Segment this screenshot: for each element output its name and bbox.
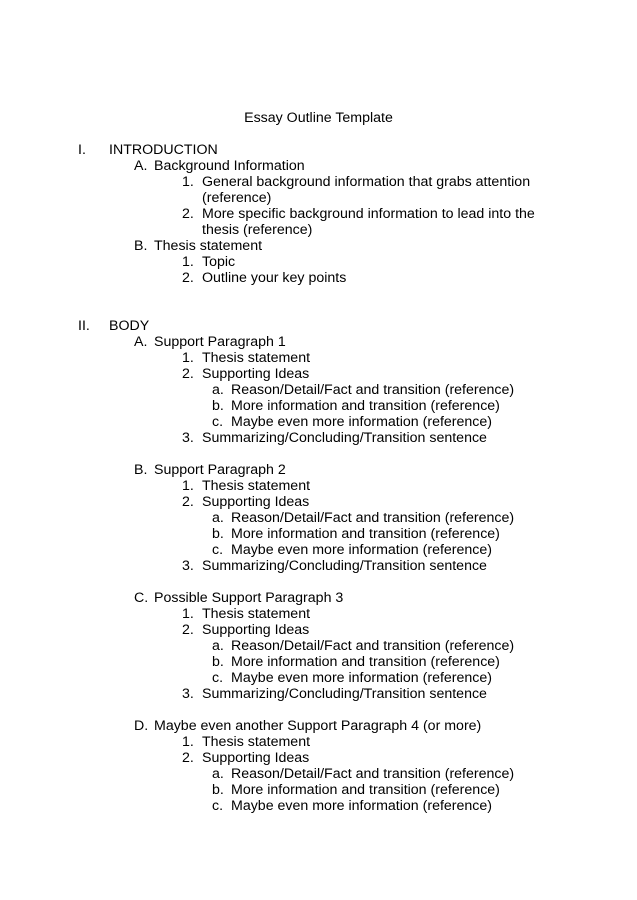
outline-point-text: Topic xyxy=(202,254,236,270)
outline-subpoint-text: Maybe even more information (reference) xyxy=(231,414,493,430)
outline-point-marker: 1. xyxy=(182,350,194,366)
outline-point-marker: 2. xyxy=(182,366,194,382)
outline-point-text: Supporting Ideas xyxy=(202,366,310,382)
outline-item-marker: A. xyxy=(134,334,148,350)
outline-point-marker: 1. xyxy=(182,478,194,494)
outline-item-label: Background Information xyxy=(154,158,305,174)
outline-subpoint-marker: c. xyxy=(212,542,224,558)
outline-subpoint-text: More information and transition (reference) xyxy=(231,782,500,798)
outline-point-text: (reference) xyxy=(202,190,272,206)
outline-point-text: Outline your key points xyxy=(202,270,347,286)
outline-subpoint-marker: b. xyxy=(212,782,224,798)
outline-subpoint-marker: a. xyxy=(212,766,224,782)
outline-subpoint-text: More information and transition (reference) xyxy=(231,526,500,542)
outline-subpoint-text: More information and transition (reference) xyxy=(231,654,500,670)
outline-item-label: Support Paragraph 2 xyxy=(154,462,286,478)
outline-subpoint-text: Maybe even more information (reference) xyxy=(231,670,493,686)
outline-subpoint-marker: a. xyxy=(212,382,224,398)
outline-point-text: Summarizing/Concluding/Transition sentence xyxy=(202,430,487,446)
outline-point-text: More specific background information to lead into the xyxy=(202,206,535,222)
outline-item-marker: A. xyxy=(134,158,148,174)
outline-point-text: Supporting Ideas xyxy=(202,494,310,510)
outline-item-label: Support Paragraph 1 xyxy=(154,334,286,350)
outline-point-marker: 3. xyxy=(182,558,194,574)
outline-point-text: Thesis statement xyxy=(202,606,311,622)
outline-point-marker: 2. xyxy=(182,750,194,766)
outline-point-marker: 2. xyxy=(182,270,194,286)
outline-subpoint-text: Reason/Detail/Fact and transition (reference) xyxy=(231,766,515,782)
outline-point-text: Summarizing/Concluding/Transition sentence xyxy=(202,558,487,574)
outline-point-text: Thesis statement xyxy=(202,734,311,750)
outline-item-marker: B. xyxy=(134,462,148,478)
outline-subpoint-marker: c. xyxy=(212,798,224,814)
outline-point-text: Thesis statement xyxy=(202,350,311,366)
outline-point-marker: 1. xyxy=(182,734,194,750)
outline-subpoint-text: Maybe even more information (reference) xyxy=(231,798,493,814)
outline-point-marker: 1. xyxy=(182,606,194,622)
outline-point-marker: 2. xyxy=(182,494,194,510)
outline-item-label: Possible Support Paragraph 3 xyxy=(154,590,344,606)
outline-point-marker: 2. xyxy=(182,206,194,222)
outline-point-marker: 1. xyxy=(182,254,194,270)
outline-point-text: Supporting Ideas xyxy=(202,622,310,638)
outline-subpoint-text: Maybe even more information (reference) xyxy=(231,542,493,558)
outline-point-text: thesis (reference) xyxy=(202,222,313,238)
outline-subpoint-text: Reason/Detail/Fact and transition (reference) xyxy=(231,638,515,654)
section-numeral: I. xyxy=(78,142,86,158)
outline-subpoint-marker: c. xyxy=(212,670,224,686)
outline-item-marker: B. xyxy=(134,238,148,254)
section-numeral: II. xyxy=(78,318,90,334)
outline-subpoint-marker: c. xyxy=(212,414,224,430)
outline-item-marker: C. xyxy=(134,590,149,606)
outline-subpoint-marker: b. xyxy=(212,398,224,414)
outline-point-text: Thesis statement xyxy=(202,478,311,494)
outline-subpoint-marker: a. xyxy=(212,510,224,526)
document-title: Essay Outline Template xyxy=(244,110,393,126)
section-heading: INTRODUCTION xyxy=(109,142,218,158)
outline-point-marker: 3. xyxy=(182,430,194,446)
outline-subpoint-text: Reason/Detail/Fact and transition (reference) xyxy=(231,510,515,526)
outline-point-marker: 2. xyxy=(182,622,194,638)
outline-item-marker: D. xyxy=(134,718,149,734)
outline-subpoint-marker: a. xyxy=(212,638,224,654)
outline-point-text: General background information that grabs attention xyxy=(202,174,531,190)
outline-item-label: Thesis statement xyxy=(154,238,263,254)
outline-point-marker: 1. xyxy=(182,174,194,190)
outline-point-text: Supporting Ideas xyxy=(202,750,310,766)
outline-subpoint-marker: b. xyxy=(212,526,224,542)
outline-subpoint-text: Reason/Detail/Fact and transition (reference) xyxy=(231,382,515,398)
section-heading: BODY xyxy=(109,318,150,334)
outline-subpoint-marker: b. xyxy=(212,654,224,670)
outline-item-label: Maybe even another Support Paragraph 4 (or more) xyxy=(154,718,482,734)
outline-point-marker: 3. xyxy=(182,686,194,702)
outline-point-text: Summarizing/Concluding/Transition sentence xyxy=(202,686,487,702)
outline-subpoint-text: More information and transition (reference) xyxy=(231,398,500,414)
